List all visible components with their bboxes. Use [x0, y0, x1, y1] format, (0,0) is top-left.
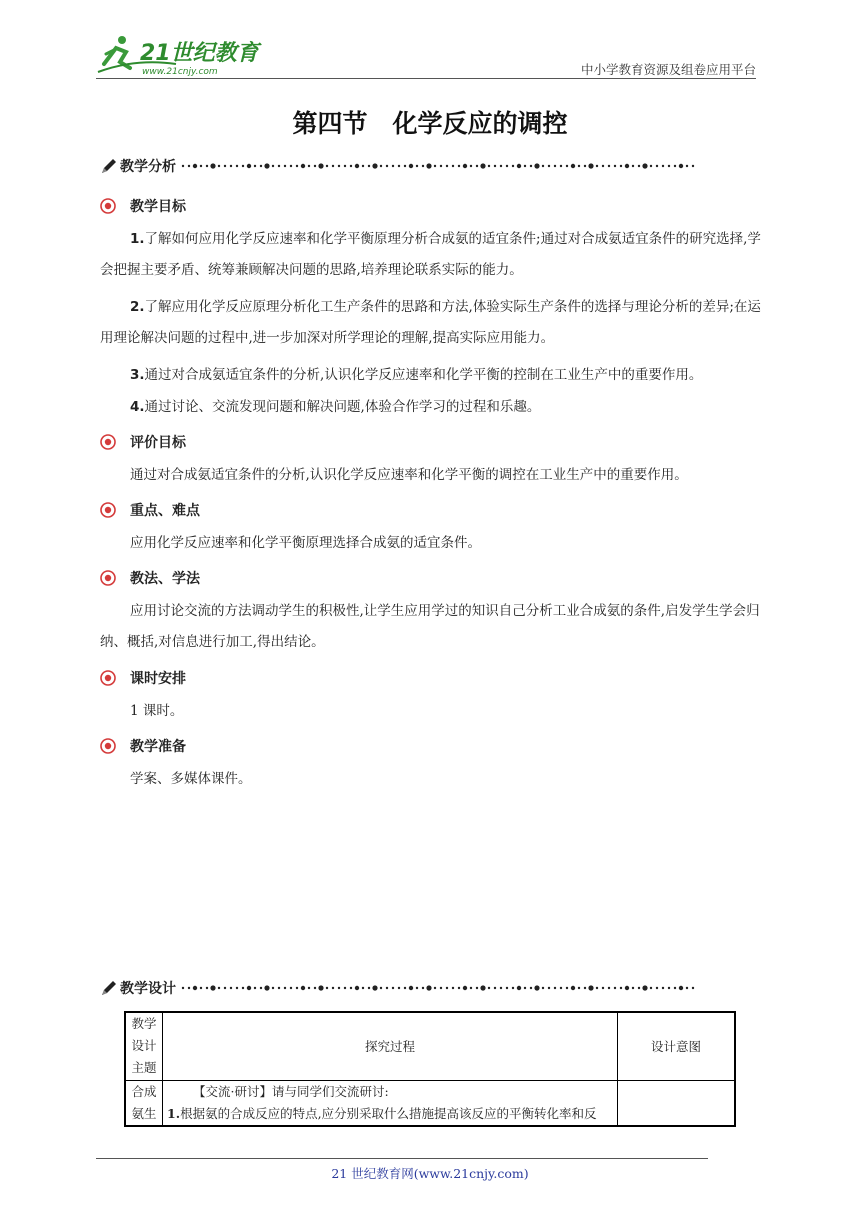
section-design-label: 教学设计 — [120, 981, 176, 997]
schedule-heading: 课时安排 — [100, 668, 186, 688]
table-row — [125, 1080, 735, 1126]
target-bullet-icon — [100, 198, 116, 214]
goals-heading: 教学目标 — [100, 196, 186, 216]
target-bullet-icon — [100, 502, 116, 518]
platform-name: 中小学教育资源及组卷应用平台 — [580, 62, 756, 77]
target-bullet-icon — [100, 670, 116, 686]
dotted-divider — [180, 161, 700, 171]
schedule-text: 1 课时。 — [130, 703, 184, 719]
row-process — [163, 1080, 618, 1126]
site-logo — [96, 34, 266, 78]
section-analysis-header — [100, 156, 700, 176]
evaluation-heading: 评价目标 — [100, 432, 186, 452]
row-topic: 合成氨生 — [125, 1080, 163, 1126]
prep-text: 学案、多媒体课件。 — [130, 771, 252, 787]
evaluation-text: 通过对合成氨适宜条件的分析,认识化学反应速率和化学平衡的调控在工业生产中的重要作用。 — [130, 467, 688, 483]
target-bullet-icon — [100, 434, 116, 450]
section-analysis-label: 教学分析 — [120, 159, 176, 175]
pen-icon — [100, 979, 118, 997]
header-divider — [96, 78, 756, 79]
header-topic: 教学设计主题 — [125, 1012, 163, 1080]
pen-icon — [100, 157, 118, 175]
logo-url: www.21cnjy.com — [142, 67, 218, 77]
goal-item-3: 3.通过对合成氨适宜条件的分析,认识化学反应速率和化学平衡的控制在工业生产中的重要作用。 — [130, 367, 703, 383]
methods-heading: 教法、学法 — [100, 568, 200, 588]
row-process-line1: 【交流·研讨】请与同学们交流研讨: — [193, 1083, 389, 1099]
logo-text: 21世纪教育 — [140, 41, 259, 66]
row-intent — [618, 1080, 736, 1126]
dotted-divider — [180, 983, 700, 993]
keypoints-heading: 重点、难点 — [100, 500, 200, 520]
header-intent: 设计意图 — [618, 1012, 736, 1080]
target-bullet-icon — [100, 738, 116, 754]
target-bullet-icon — [100, 570, 116, 586]
footer-text: 21 世纪教育网(www.21cnjy.com) — [331, 1166, 529, 1181]
goal-item-2: 2.了解应用化学反应原理分析化工生产条件的思路和方法,体验实际生产条件的选择与理论分析的差异;在运用理论解决问题的过程中,进一步加深对所学理论的理解,提高实际应用能力。 — [100, 299, 761, 346]
methods-text: 应用讨论交流的方法调动学生的积极性,让学生应用学过的知识自己分析工业合成氨的条件,启发学生学会归纳、概括,对信息进行加工,得出结论。 — [100, 603, 760, 650]
goal-item-1: 1.了解如何应用化学反应速率和化学平衡原理分析合成氨的适宜条件;通过对合成氨适宜条件的研究选择,学会把握主要矛盾、统筹兼顾解决问题的思路,培养理论联系实际的能力。 — [100, 231, 761, 278]
section-design-header — [100, 978, 700, 998]
design-table — [124, 1011, 736, 1127]
header-process: 探究过程 — [163, 1012, 618, 1080]
footer-divider — [96, 1158, 708, 1159]
row-process-line2: 1.根据氨的合成反应的特点,应分别采取什么措施提高该反应的平衡转化率和反 — [167, 1105, 597, 1121]
table-header-row — [125, 1012, 735, 1080]
page-title: 第四节 化学反应的调控 — [292, 109, 568, 138]
goal-item-4: 4.通过讨论、交流发现问题和解决问题,体验合作学习的过程和乐趣。 — [130, 399, 541, 415]
keypoints-text: 应用化学反应速率和化学平衡原理选择合成氨的适宜条件。 — [130, 535, 481, 551]
prep-heading: 教学准备 — [100, 736, 186, 756]
